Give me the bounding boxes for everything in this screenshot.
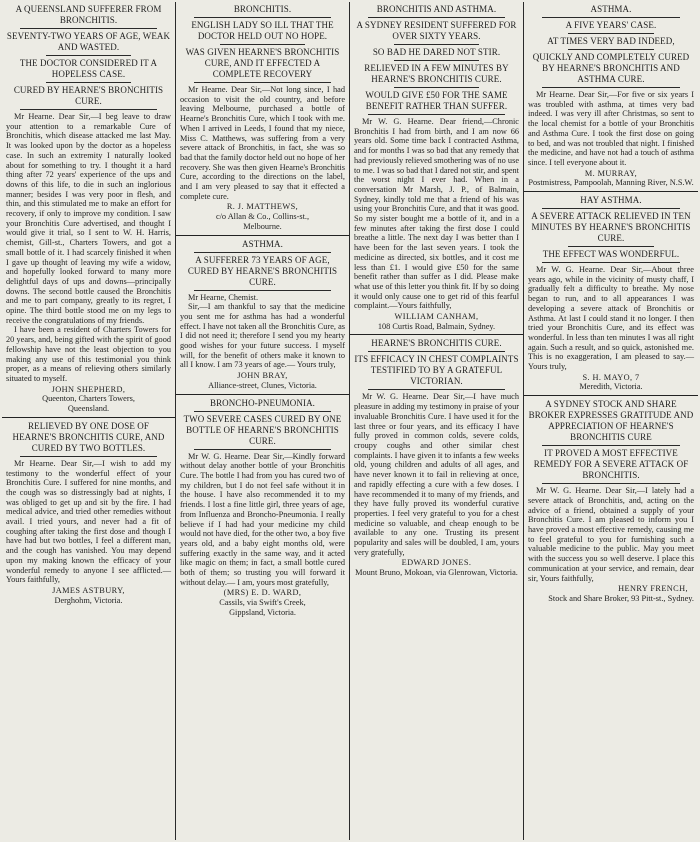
headline-rule — [568, 49, 654, 50]
article-paragraph: Mr W. G. Hearne. Dear Sir,—About three years ago, while in the vicinity of musty chaff, I gradually felt a difficulty to breathe. My nose began to run, and to all appearances I was developing a severe attack of Bronchitis or Asthma. At last I could stand it no longer. I then tried your Bronchitis Cure, and its effect was wonderful. In less than ten minutes I was all right again. Such a result, and so quick, astonished me. This is no exaggeration, I am pleased to say.— Yours truly, — [528, 265, 694, 372]
section-divider — [2, 417, 175, 418]
article-headline: A SUFFERER 73 YEARS OF AGE, CURED BY HEARNE'S BRONCHITIS CURE. — [187, 254, 338, 287]
headline-rule — [394, 44, 479, 45]
headline-rule — [46, 55, 131, 56]
article-headline: HEARNE'S BRONCHITIS CURE. — [371, 338, 502, 349]
testimonial-article — [6, 421, 171, 606]
article-headline: RELIEVED BY ONE DOSE OF HEARNE'S BRONCHITIS CURE, AND CURED BY TWO BOTTLES. — [12, 420, 165, 453]
headline-rule — [542, 208, 680, 209]
signature: JAMES ASTBURY, — [52, 585, 125, 595]
article-paragraph: Mr Hearne. Dear Sir,—For five or six years I was troubled with asthma, at times very bad indeed. I was very ill after Christmas, so sent to the local chemist for a bottle of your Bronchitis and Asthma Cure. I took the first dose on going to bed, and was not troubled that night. I finished the medicine, and have not had a touch of asthma since. I tell everyone about it. — [528, 90, 694, 167]
headline-rule — [368, 17, 505, 18]
article-headline: ASTHMA. — [242, 238, 283, 249]
headline-rule — [220, 44, 305, 45]
headline-rule — [368, 114, 505, 115]
column-3 — [350, 2, 524, 840]
article-paragraph: Mr Hearne. Dear Sir,—I beg leave to draw your attention to a remarkable Cure of Bronchitis, which disease attacked me last May. It was looked upon by the doctor as a hopeless case. In such an extremity I naturally looked about for something to try. I thought it a hard thing after 72 years' experience of the ups and downs of this life, to die in such an inglorious manner; besides I was very poor in flesh, and thin, and this stimulated me to make an effort for recovery, if only to improve my condition. I saw your Bronchitis Cure advertised, and thought I would give it trial, so I sent to W. H. Harris, chemist, Gill-st., Charters Towers, and got a small bottle of it. I had scarcely finished it when I gave up thought of leaving my wife a widow, and hopefully looked forward to many more delightful days of ups and downs—principally downs. The second bottle caused the Bronchitis and me to part company, greatly to its regret, I opine. The third bottle stood me on my legs to receive the congratulations of my friends. — [6, 112, 171, 325]
headline-rule — [368, 389, 505, 390]
headline-rule — [394, 60, 479, 61]
headline-rule — [194, 290, 331, 291]
section-divider — [176, 235, 349, 236]
article-headline: A SYDNEY STOCK AND SHARE BROKER EXPRESSES GRATITUDE AND APPRECIATION OF HEARNE'S BRONCHITIS CURE — [528, 399, 694, 443]
article-headline: THE EFFECT WAS WONDERFUL. — [542, 249, 680, 260]
signatory-address: c/o Allan & Co., Collins-st., — [215, 212, 310, 222]
section-divider — [350, 334, 523, 335]
article-headline: AT TIMES VERY BAD INDEED, — [547, 36, 675, 46]
testimonial-article — [528, 4, 694, 188]
headline-rule — [542, 483, 680, 484]
testimonial-article — [180, 4, 345, 232]
section-divider — [176, 394, 349, 395]
article-headline: THE DOCTOR CONSIDERED IT A HOPELESS CASE. — [19, 58, 158, 79]
article-headline: IT PROVED A MOST EFFECTIVE REMEDY FOR A SEVERE ATTACK OF BRONCHITIS. — [533, 448, 689, 481]
headline-rule — [568, 33, 654, 34]
article-paragraph: I have been a resident of Charters Towers for 20 years, and, being gifted with the spirit of good fellowship have not the least objection to you making any use of this testimonial you think proper, as a means of relieving others similarly situated to myself. — [6, 325, 171, 383]
headline-rule — [20, 28, 157, 29]
article-paragraph: Mr W. G. Hearne. Dear friend,—Chronic Bronchitis I had from birth, and I am now 66 years old. Some time back I contracted Asthma, and for months I was so bad that any remedy that had previously relieved smothering was of no use to me. I was so bad that I dared not stir, and spent the worst night I ever had. When in a conversation Mr Marsh, J. P., of Balmain, Sydney, kindly told me that a friend of his was using your Bronchitis Cure, and that it was good. So my sister bought me a bottle of it, and in a few minutes after taking the first dose I could breathe a little. The next day I was better than I have been for the last seven years. I took the medicine as directed, six bottles, and it cost me less than £1. I would give £50 for the same benefit rather than suffer as I did. Please make what use of this letter you think fit. If by so doing it would only cause one to get rid of this fearful complaint.—Yours faithfully, — [354, 117, 519, 311]
headline-rule — [394, 87, 479, 88]
headline-rule — [542, 262, 680, 263]
column-1 — [2, 2, 176, 840]
signature: (MRS) E. D. WARD, — [223, 588, 302, 598]
signatory-address: Queenton, Charters Towers, — [42, 394, 135, 404]
signatory-address: Cassils, via Swift's Creek, — [219, 598, 306, 608]
article-paragraph: Mr W. G. Hearne. Dear Sir,—I lately had a severe attack of Bronchitis, and, acting on the advice of a friend, obtained a supply of your Bronchitis Cure. I am pleased to inform you I have proved a most effective remedy, causing me to feel grateful to you for furnishing such a valuable medicine to the public. May you meet with the success you so well deserve. I place this communication at your service, and remain, dear sir, Yours faithfully, — [528, 486, 694, 583]
headline-rule — [46, 82, 131, 83]
article-paragraph: Mr Hearne. Dear Sir,—I wish to add my testimony to the wonderful effect of your Bronchitis Cure. I suffered for nine months, and the cough was so distressingly bad at nights, I was obliged to get up and sit by the fire. I had medical advice, and tried other remedies without avail. I tried yours, and never had a fit of coughing after taking the first dose and though I have had but two bottles, I feel a different man, and the cough has vanished. You may depend upon my making known the efficacy of your wonderful remedy to anyone I see afflicted.— Yours faithfully, — [6, 458, 171, 585]
signatory-address: Postmistress, Pampoolah, Manning River, N.S.W. — [528, 178, 694, 188]
signatory-address: 108 Curtis Road, Balmain, Sydney. — [377, 321, 496, 331]
testimonial-article — [180, 398, 345, 618]
article-paragraph: Mr Hearne. Dear Sir,—Not long since, I had occasion to visit the old country, and before leaving Melbourne, purchased a bottle of Hearne's Bronchitis Cure, which I took with me. When I arrived in Leeds, I found that my niece, Miss C. Matthews, was suffering from a very severe attack of Bronchitis, in fact, she was so bad that the family doctor held out no hope of her recovery. She was then given Hearne's Bronchitis Cure, according to the directions on the label, and I am very pleased to say that it effected a complete cure. — [180, 85, 345, 201]
signatory-address: Mount Bruno, Mokoan, via Glenrowan, Victoria. — [355, 568, 518, 578]
section-divider — [524, 191, 698, 192]
signature: HENRY FRENCH, — [618, 584, 688, 594]
signature: S. H. MAYO, 7 — [582, 372, 640, 382]
testimonial-article — [180, 239, 345, 391]
testimonial-article — [6, 4, 171, 414]
article-headline: BRONCHITIS AND ASTHMA. — [376, 4, 497, 14]
article-paragraph: Mr W. G. Hearne. Dear Sir,—I have much pleasure in adding my testimony in praise of your invaluable Bronchitis Cure. I have used it for the last three or four years, and its efficacy I have fully proved in common colds, severe colds, croupy coughs and other similar chest complaints. I have given it to infants a few weeks old, young children and adults of all ages, and have never known it to fail in relieving at once, and rapidly effecting a cure with a few doses. I have recommended it to many of my friends, and they have fully proved its wonderful curative properties. I feel very grateful to you for a chest medicine so valuable, and cheap enough to be available to any one. Trusting its present popularity and sales will be doubled, I am, yours very gratefully, — [354, 392, 519, 557]
section-divider — [524, 395, 698, 396]
article-headline: TWO SEVERE CASES CURED BY ONE BOTTLE OF HEARNE'S BRONCHITIS CURE. — [183, 413, 342, 446]
headline-rule — [194, 449, 331, 450]
testimonial-article — [354, 4, 519, 331]
article-headline: HAY ASTHMA. — [580, 195, 642, 206]
article-headline: QUICKLY AND COMPLETELY CURED BY HEARNE'S BRONCHITIS AND ASTHMA CURE. — [532, 52, 690, 84]
article-headline: A FIVE YEARS' CASE. — [565, 20, 657, 30]
article-headline: CURED BY HEARNE'S BRONCHITIS CURE. — [13, 85, 164, 106]
headline-rule — [542, 17, 680, 18]
article-headline: SO BAD HE DARED NOT STIR. — [372, 47, 501, 57]
article-headline: SEVENTY-TWO YEARS OF AGE, WEAK AND WASTED. — [6, 31, 171, 52]
article-headline: BRONCHO-PNEUMONIA. — [209, 397, 316, 408]
article-paragraph: Mr Hearne, Chemist. — [188, 292, 259, 302]
headline-rule — [20, 109, 157, 110]
headline-rule — [194, 17, 331, 18]
headline-rule — [194, 411, 331, 412]
testimonial-article — [354, 338, 519, 577]
article-headline: BRONCHITIS. — [233, 4, 292, 14]
signatory-address: Gippsland, Victoria. — [229, 607, 296, 617]
headline-rule — [542, 87, 680, 88]
signatory-address: Alliance-street, Clunes, Victoria. — [208, 380, 317, 390]
headline-rule — [194, 252, 331, 253]
headline-rule — [568, 246, 654, 247]
article-headline: WAS GIVEN HEARNE'S BRONCHITIS CURE, AND IT EFFECTED A COMPLETE RECOVERY — [185, 47, 340, 79]
signatory-address: Stock and Share Broker, 93 Pitt-st., Sydney. — [548, 593, 694, 603]
headline-rule — [20, 456, 157, 457]
article-headline: WOULD GIVE £50 FOR THE SAME BENEFIT RATHER THAN SUFFER. — [365, 90, 508, 111]
article-headline: A QUEENSLAND SUFFERER FROM BRONCHITIS. — [15, 4, 162, 25]
article-headline: A SEVERE ATTACK RELIEVED IN TEN MINUTES BY HEARNE'S BRONCHITIS CURE. — [531, 211, 691, 244]
signatory-address: Derghohm, Victoria. — [54, 595, 123, 605]
article-paragraph: Mr W. G. Hearne. Dear Sir,—Kindly forward without delay another bottle of your Bronchitis Cure. The bottle I had from you has cured two of my children, but I do not feel safe without it in the house. I have also recommended it to my friends. I lost a fine little girl, three years of age, from Influenza and Broncho-Pneumonia. I really believe if I had had your medicine my child would not have died, for the other two, a boy five years old, and a baby eight months old, were suffering exactly in the same way, and it acted like magic on them; in fact, a small bottle cured both of them; so trusting you will forward it without delay.— I am, yours most gratefully, — [180, 451, 345, 587]
article-headline: RELIEVED IN A FEW MINUTES BY HEARNE'S BRONCHITIS CURE. — [364, 63, 509, 84]
signature: R. J. MATTHEWS, — [226, 202, 299, 212]
signatory-address: Melbourne. — [243, 221, 282, 231]
article-headline: ASTHMA. — [590, 4, 632, 14]
signatory-address: Queensland. — [67, 404, 110, 414]
signature: JOHN SHEPHERD, — [51, 384, 126, 394]
signature: EDWARD JONES. — [401, 558, 472, 568]
signature: JOHN BRAY, — [237, 371, 288, 381]
headline-rule — [194, 82, 331, 83]
article-paragraph: Sir,—I am thankful to say that the medicine you sent me for asthma has had a wonderful effect. I have not taken all the Bronchitis Cure, as I did not need it; therefore I send you my hearty good wishes for your future success. I myself will, for the benefit of others make it known to all I know. I am 73 years of age.— Yours truly, — [180, 302, 345, 370]
testimonial-article — [528, 195, 694, 392]
column-4 — [524, 2, 698, 840]
headline-rule — [542, 445, 680, 446]
article-headline: ENGLISH LADY SO ILL THAT THE DOCTOR HELD OUT NO HOPE. — [191, 20, 334, 41]
testimonial-article — [528, 399, 694, 603]
column-2 — [176, 2, 350, 840]
signature: WILLIAM CANHAM, — [394, 312, 479, 322]
signature: M. MURRAY, — [584, 168, 638, 178]
headline-rule — [368, 351, 505, 352]
article-headline: ITS EFFICACY IN CHEST COMPLAINTS TESTIFIED TO BY A GRATEFUL VICTORIAN. — [354, 354, 519, 387]
signatory-address: Meredith, Victoria. — [579, 382, 643, 392]
article-headline: A SYDNEY RESIDENT SUFFERED FOR OVER SIXTY YEARS. — [356, 20, 517, 41]
